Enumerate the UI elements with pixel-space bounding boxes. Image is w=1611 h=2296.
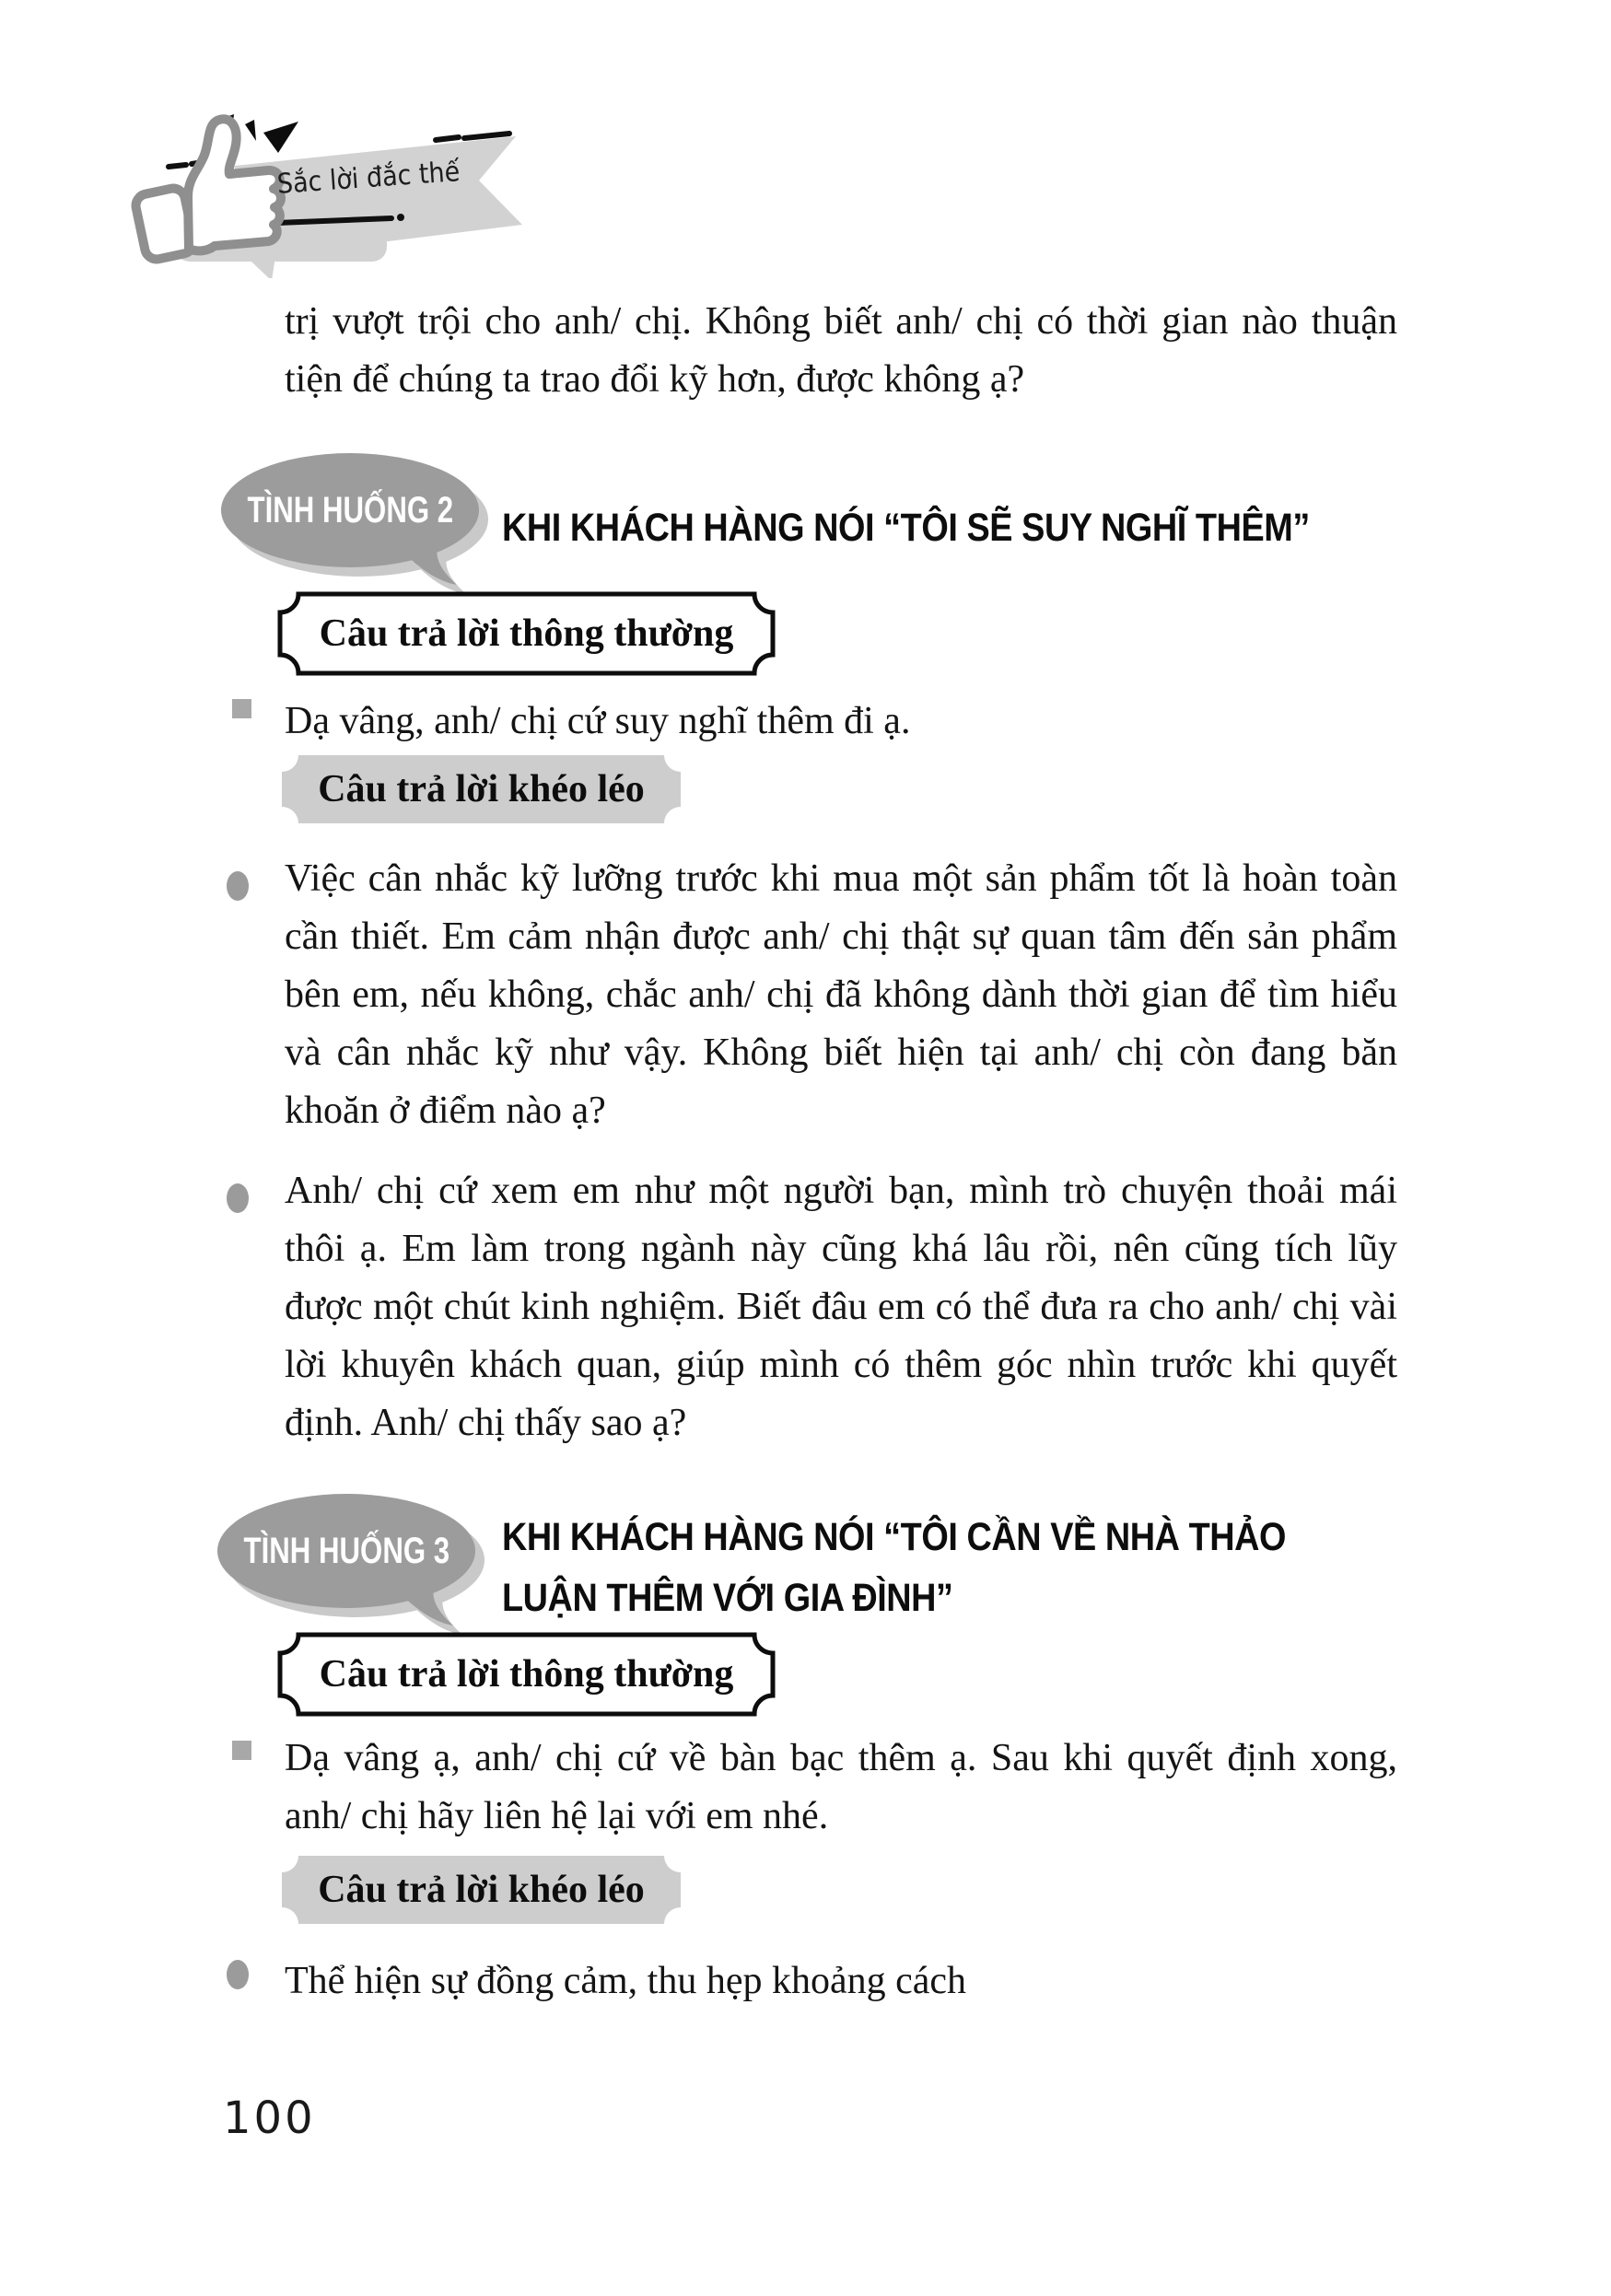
situation2-title: KHI KHÁCH HÀNG NÓI “TÔI SẼ SUY NGHĨ THÊM” [502,506,1310,550]
situation3-badge-label: TÌNH HUỐNG 3 [243,1530,449,1571]
ribbon-title: Sắc lời đắc thế [275,155,461,201]
dot-bullet-icon [227,1183,249,1213]
page-number: 100 [223,2092,316,2144]
situation2-badge [221,453,479,567]
clever-answer-label-text: Câu trả lời khéo léo [318,1869,645,1911]
clever-answer-label-text: Câu trả lời khéo léo [318,768,645,810]
situation2-clever-answer-2: Anh/ chị cứ xem em như một người bạn, mình trò chuyện thoải mái thôi ạ. Em làm trong ngành này cũng khá lâu rồi, nên cũng tích lũy được một chút kinh nghiệm. Biết đâu em có thể đưa ra cho anh/ chị vài lời khuyên khách quan, giúp mình có thêm góc nhìn trước khi quyết định. Anh/ chị thấy sao ạ? [285,1170,1397,1444]
dash-dot [397,214,404,221]
situation3-common-answer-label [277,1632,776,1717]
common-answer-label-text: Câu trả lời thông thường [319,1653,734,1696]
intro-paragraph: trị vượt trội cho anh/ chị. Không biết anh/ chị có thời gian nào thuận tiện để chúng ta trao đổi kỹ hơn, được không ạ? [285,300,1397,401]
dot-bullet-icon [227,1960,249,1989]
square-bullet-icon [232,1741,251,1760]
situation2-common-answer-label [277,591,776,676]
situation3-title: KHI KHÁCH HÀNG NÓI “TÔI CẦN VỀ NHÀ THẢO LUẬN THÊM VỚI GIA ĐÌNH” [502,1515,1287,1620]
square-bullet-icon [232,699,251,718]
situation3-clever-answer-label [282,1856,681,1924]
situation2-clever-answer-1: Việc cân nhắc kỹ lưỡng trước khi mua một sản phẩm tốt là hoàn toàn cần thiết. Em cảm nhận được anh/ chị thật sự quan tâm đến sản phẩm bên em, nếu không, chắc anh/ chị đã không dành thời gian để tìm hiểu và cân nhắc kỹ như vậy. Không biết hiện tại anh/ chị còn đang băn khoăn ở điểm nào ạ? [285,857,1397,1132]
situation3-clever-answer-1: Thể hiện sự đồng cảm, thu hẹp khoảng cách [285,1960,967,2002]
situation2-clever-answer-label [282,755,681,823]
situation3-badge [217,1494,475,1608]
dot-bullet-icon [227,871,249,901]
situation3-common-answer-text: Dạ vâng ạ, anh/ chị cứ về bàn bạc thêm ạ. Sau khi quyết định xong, anh/ chị hãy liên hệ lại với em nhé. [285,1737,1397,1837]
situation2-badge-label: TÌNH HUỐNG 2 [247,489,453,530]
common-answer-label-text: Câu trả lời thông thường [319,612,734,655]
situation2-common-answer-text: Dạ vâng, anh/ chị cứ suy nghĩ thêm đi ạ. [285,700,911,742]
thumbs-up-icon [134,119,281,262]
